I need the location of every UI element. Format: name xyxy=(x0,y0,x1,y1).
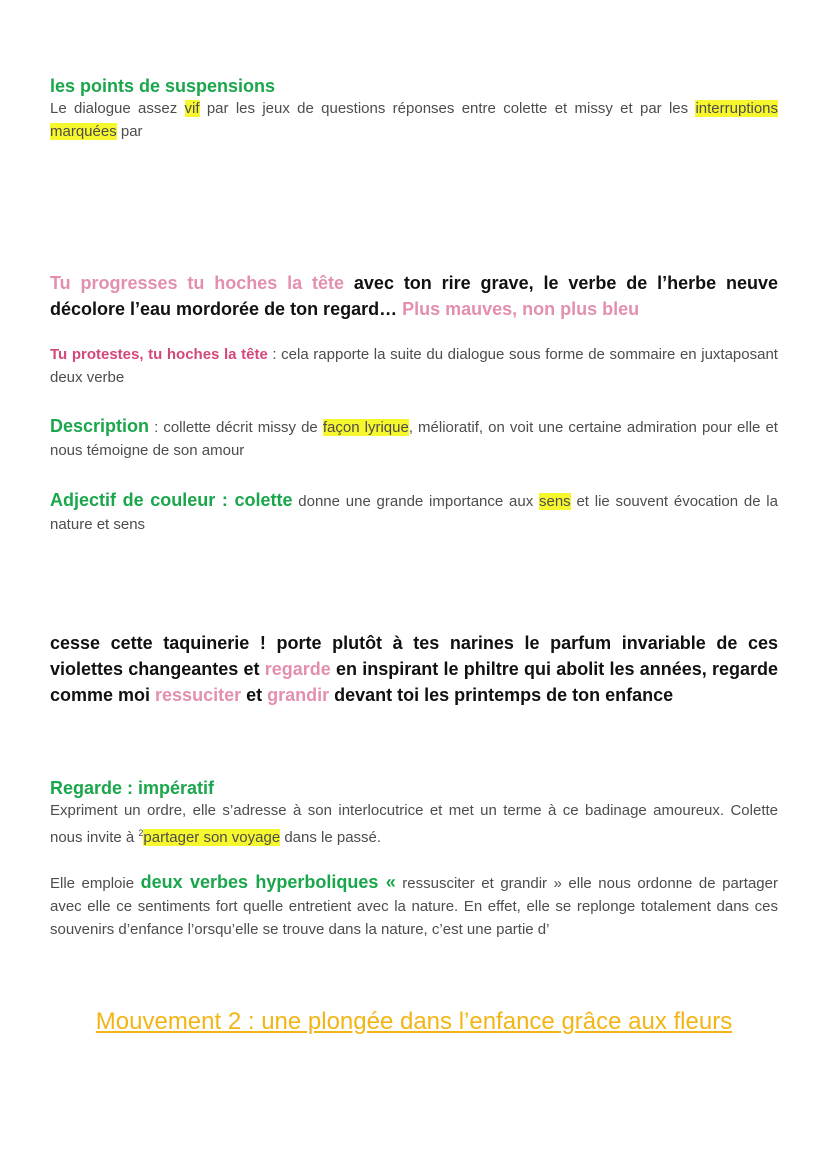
quote-pink: grandir xyxy=(267,685,330,705)
paragraph-adjectif xyxy=(50,489,778,536)
quote-pink: ressuciter xyxy=(155,685,242,705)
text: , mélioratif, on voit une certaine admiration pour elle et nous témoigne de son amour xyxy=(50,419,778,459)
lead-pink: Tu protestes, tu hoches la tête xyxy=(50,346,268,363)
lead-description: Description xyxy=(50,416,150,436)
paragraph-description xyxy=(50,415,778,462)
section-regarde xyxy=(50,778,778,849)
text: et lie souvent évocation de la nature et sens xyxy=(50,493,778,533)
text: Expriment un ordre, elle s’adresse à son interlocutrice et met un terme à ce badinage amoureux. Colette nous invite à xyxy=(50,802,778,846)
paragraph-hyperboliques xyxy=(50,871,778,941)
highlight-facon-lyrique: façon lyrique xyxy=(322,419,409,436)
text: par xyxy=(116,123,143,140)
quote-pink: Tu progresses tu hoches la tête xyxy=(50,273,345,293)
highlight-interruptions: interruptions marquées xyxy=(50,100,779,140)
section-points-suspensions xyxy=(50,76,778,143)
paragraph-dialogue xyxy=(50,97,778,143)
heading-points-suspensions: les points de suspensions xyxy=(50,76,276,96)
highlight-vif: vif xyxy=(184,100,200,117)
quote-text: et xyxy=(241,685,268,705)
quote-text: avec ton rire grave, le verbe de l’herbe neuve décolore l’eau mordorée de ton regard… xyxy=(50,273,778,319)
highlight-sens: sens xyxy=(539,493,571,510)
highlight-partager: partager son voyage xyxy=(143,829,281,846)
heading-regarde: Regarde : impératif xyxy=(50,778,215,798)
quote-pink: Plus mauves, non plus bleu xyxy=(402,299,640,319)
lead-adjectif: Adjectif de couleur : colette xyxy=(50,490,293,510)
quote-text: cesse cette taquinerie ! porte plutôt à tes narines le parfum invariable de ces violettes changeantes et xyxy=(50,633,778,679)
text: : collette décrit missy de xyxy=(149,419,323,436)
text: Elle emploie xyxy=(50,875,141,892)
text: par les jeux de questions réponses entre colette et missy et par les xyxy=(199,100,696,117)
quote-1 xyxy=(50,270,778,322)
text: ressusciter et grandir » elle nous ordonne de partager avec elle ce sentiments fort quelle entretient avec la nature. En effet, elle se replonge totalement dans ces souvenirs d’enfance l’orsqu’elle se trouve dans la nature, c’est une partie d’ xyxy=(50,875,778,938)
superscript: 2 xyxy=(138,828,144,838)
heading-mouvement-2: Mouvement 2 : une plongée dans l’enfance grâce aux fleurs xyxy=(95,1008,733,1035)
text: Le dialogue assez xyxy=(50,100,185,117)
quote-text: devant toi les printemps de ton enfance xyxy=(329,685,674,705)
quote-pink: regarde xyxy=(264,659,331,679)
text: donne une grande importance aux xyxy=(292,493,539,510)
paragraph-regarde xyxy=(50,799,778,849)
quote-2 xyxy=(50,630,778,708)
text: : cela rapporte la suite du dialogue sous forme de sommaire en juxtaposant deux verbe xyxy=(50,346,778,386)
lead-hyperboliques: deux verbes hyperboliques « xyxy=(140,872,396,892)
paragraph-protestes xyxy=(50,343,778,389)
quote-text: en inspirant le philtre qui abolit les années, regarde comme moi xyxy=(50,659,778,705)
text: dans le passé. xyxy=(280,829,382,846)
